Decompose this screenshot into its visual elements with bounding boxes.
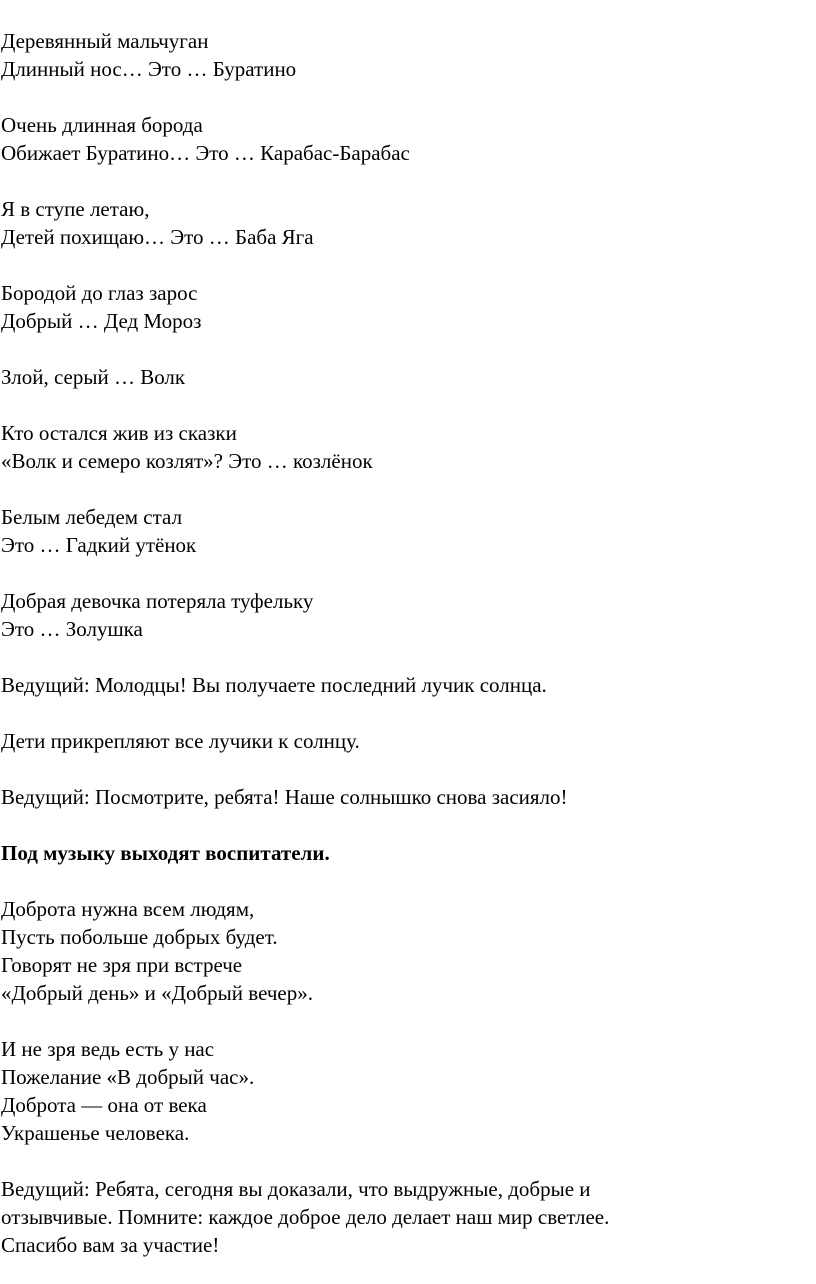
closing-line: Ведущий: Ребята, сегодня вы доказали, что выдружные, добрые и: [1, 1177, 591, 1201]
poem-line: Пусть побольше добрых будет.: [1, 925, 278, 949]
riddle-line: Длинный нос… Это … Буратино: [1, 57, 297, 81]
closing-line: Спасибо вам за участие!: [1, 1233, 220, 1257]
riddle-line: Это … Золушка: [1, 617, 143, 641]
riddle-line: «Волк и семеро козлят»? Это … козлёнок: [1, 449, 373, 473]
poem-line: Говорят не зря при встрече: [1, 953, 243, 977]
riddle-line: Кто остался жив из сказки: [1, 421, 237, 445]
riddle-6: [0, 419, 816, 475]
riddle-1: [0, 27, 816, 83]
riddle-line: Белым лебедем стал: [1, 505, 183, 529]
riddle-line: Деревянный мальчуган: [1, 29, 209, 53]
riddle-4: [0, 279, 816, 335]
riddle-line: Добрая девочка потеряла туфельку: [1, 589, 314, 613]
closing-line: отзывчивые. Помните: каждое доброе дело делает наш мир светлее.: [1, 1205, 610, 1229]
riddle-5: [0, 363, 816, 391]
riddle-line: Злой, серый … Волк: [1, 365, 186, 389]
riddle-3: [0, 195, 816, 251]
document-page: [0, 27, 816, 1259]
poem-line: «Добрый день» и «Добрый вечер».: [1, 981, 313, 1005]
riddle-line: Добрый … Дед Мороз: [1, 309, 202, 333]
riddle-line: Детей похищаю… Это … Баба Яга: [1, 225, 314, 249]
stage-direction: Под музыку выходят воспитатели.: [1, 841, 330, 865]
poem-line: Доброта нужна всем людям,: [1, 897, 255, 921]
riddle-line: Обижает Буратино… Это … Карабас-Барабас: [1, 141, 410, 165]
riddle-8: [0, 587, 816, 643]
poem-line: И не зря ведь есть у нас: [1, 1037, 215, 1061]
riddle-7: [0, 503, 816, 559]
riddle-2: [0, 111, 816, 167]
children-line: Дети прикрепляют все лучики к солнцу.: [1, 729, 360, 753]
closing-paragraph: [0, 1175, 816, 1259]
riddle-line: Очень длинная борода: [1, 113, 203, 137]
riddle-line: Это … Гадкий утёнок: [1, 533, 197, 557]
poem-stanza-2: [0, 1035, 816, 1147]
poem-line: Пожелание «В добрый час».: [1, 1065, 255, 1089]
riddle-line: Я в ступе летаю,: [1, 197, 150, 221]
host-line-2: Ведущий: Посмотрите, ребята! Наше солнышко снова засияло!: [1, 785, 568, 809]
poem-stanza-1: [0, 895, 816, 1007]
poem-line: Украшенье человека.: [1, 1121, 190, 1145]
riddle-line: Бородой до глаз зарос: [1, 281, 198, 305]
host-line-1: Ведущий: Молодцы! Вы получаете последний лучик солнца.: [1, 673, 547, 697]
poem-line: Доброта — она от века: [1, 1093, 207, 1117]
